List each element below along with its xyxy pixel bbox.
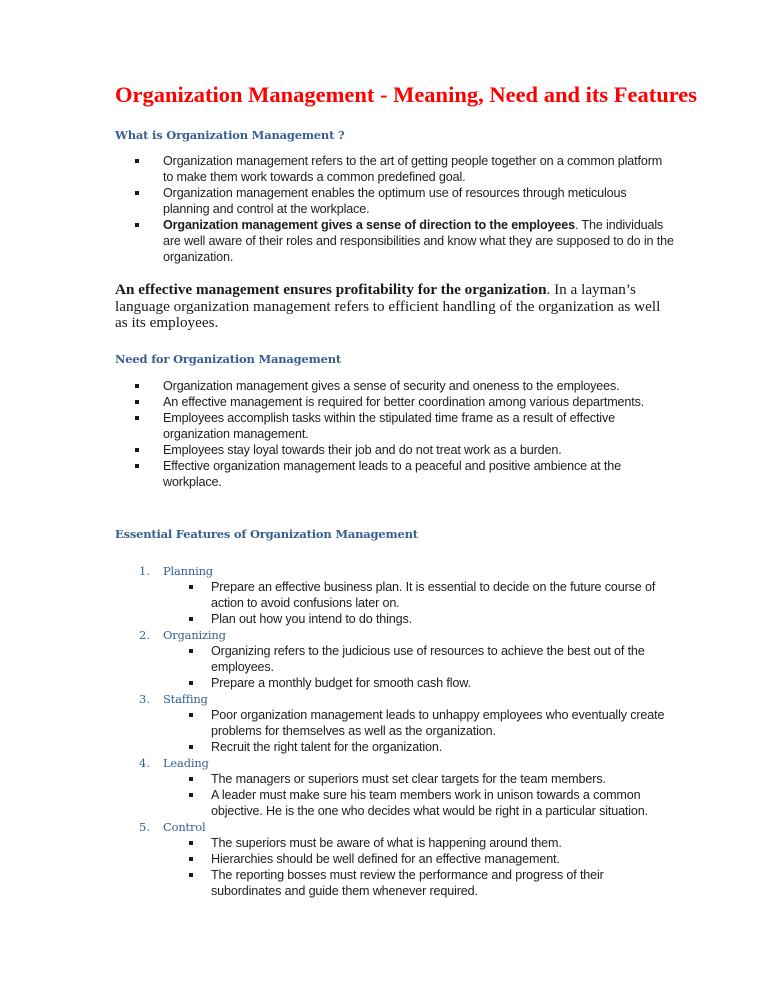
square-bullet-icon <box>135 464 139 468</box>
square-bullet-icon <box>189 713 193 717</box>
square-bullet-icon <box>189 649 193 653</box>
section-heading-need: Need for Organization Management <box>115 352 341 366</box>
list-item: Organization management gives a sense of direction to the employees. The individuals are well aware of their roles and responsibilities and know what they are supposed to do in the organization. <box>115 217 675 265</box>
list-item: Prepare an effective business plan. It is essential to decide on the future course of action to avoid confusions later on. <box>115 579 675 611</box>
list-item: Employees stay loyal towards their job and do not treat work as a burden. <box>115 442 675 458</box>
square-bullet-icon <box>135 191 139 195</box>
square-bullet-icon <box>189 617 193 621</box>
square-bullet-icon <box>189 585 193 589</box>
list-item: Organization management gives a sense of security and oneness to the employees. <box>115 378 675 394</box>
summary-paragraph: An effective management ensures profitability for the organization. In a layman’s language organization management refers to efficient handling of the organization as well as its employees. <box>115 281 661 331</box>
list-item: The superiors must be aware of what is happening around them. <box>115 835 675 851</box>
square-bullet-icon <box>189 793 193 797</box>
list-item: Poor organization management leads to unhappy employees who eventually create problems for themselves as well as the organization. <box>115 707 675 739</box>
feature-label: Staffing <box>163 692 208 706</box>
list-item: The reporting bosses must review the performance and progress of their subordinates and guide them whenever required. <box>115 867 675 899</box>
square-bullet-icon <box>135 223 139 227</box>
list-item: Employees accomplish tasks within the stipulated time frame as a result of effective organization management. <box>115 410 675 442</box>
feature-label: Leading <box>163 756 209 770</box>
feature-label: Organizing <box>163 628 226 642</box>
list-item: Plan out how you intend to do things. <box>115 611 675 627</box>
square-bullet-icon <box>135 384 139 388</box>
square-bullet-icon <box>189 873 193 877</box>
square-bullet-icon <box>135 400 139 404</box>
feature-item-organizing: 2. Organizing Organizing refers to the judicious use of resources to achieve the best out of the employees. Prepare a monthly budget for smooth cash flow. <box>115 627 675 691</box>
square-bullet-icon <box>135 448 139 452</box>
feature-item-staffing: 3. Staffing Poor organization management leads to unhappy employees who eventually create problems for themselves as well as the organization. Recruit the right talent for the organization. <box>115 691 675 755</box>
square-bullet-icon <box>135 159 139 163</box>
list-item: A leader must make sure his team members work in unison towards a common objective. He is the one who decides what would be right in a particular situation. <box>115 787 675 819</box>
section-heading-features: Essential Features of Organization Management <box>115 527 418 541</box>
feature-item-control: 5. Control The superiors must be aware of what is happening around them. Hierarchies should be well defined for an effective management. The reporting bosses must review the performance and progress of their subordinates and guide them whenever required. <box>115 819 675 899</box>
features-list <box>115 563 675 899</box>
list-item: Prepare a monthly budget for smooth cash flow. <box>115 675 675 691</box>
list-item: Hierarchies should be well defined for an effective management. <box>115 851 675 867</box>
need-list <box>115 378 675 490</box>
square-bullet-icon <box>189 841 193 845</box>
list-item: Recruit the right talent for the organization. <box>115 739 675 755</box>
square-bullet-icon <box>189 681 193 685</box>
list-item: The managers or superiors must set clear targets for the team members. <box>115 771 675 787</box>
list-item: Organizing refers to the judicious use of resources to achieve the best out of the employees. <box>115 643 675 675</box>
list-item: Organization management enables the optimum use of resources through meticulous planning and control at the workplace. <box>115 185 675 217</box>
square-bullet-icon <box>189 857 193 861</box>
feature-label: Planning <box>163 564 213 578</box>
feature-item-leading: 4. Leading The managers or superiors must set clear targets for the team members. A leader must make sure his team members work in unison towards a common objective. He is the one who decides what would be right in a particular situation. <box>115 755 675 819</box>
feature-item-planning: 1. Planning Prepare an effective business plan. It is essential to decide on the future course of action to avoid confusions later on. Plan out how you intend to do things. <box>115 563 675 627</box>
feature-label: Control <box>163 820 206 834</box>
list-item: Effective organization management leads to a peaceful and positive ambience at the workplace. <box>115 458 675 490</box>
square-bullet-icon <box>189 745 193 749</box>
page-title: Organization Management - Meaning, Need and its Features <box>115 82 698 107</box>
what-is-list <box>115 153 675 265</box>
square-bullet-icon <box>135 416 139 420</box>
section-heading-what-is: What is Organization Management ? <box>115 128 345 142</box>
square-bullet-icon <box>189 777 193 781</box>
list-item: An effective management is required for better coordination among various departments. <box>115 394 675 410</box>
list-item: Organization management refers to the art of getting people together on a common platform to make them work towards a common predefined goal. <box>115 153 675 185</box>
